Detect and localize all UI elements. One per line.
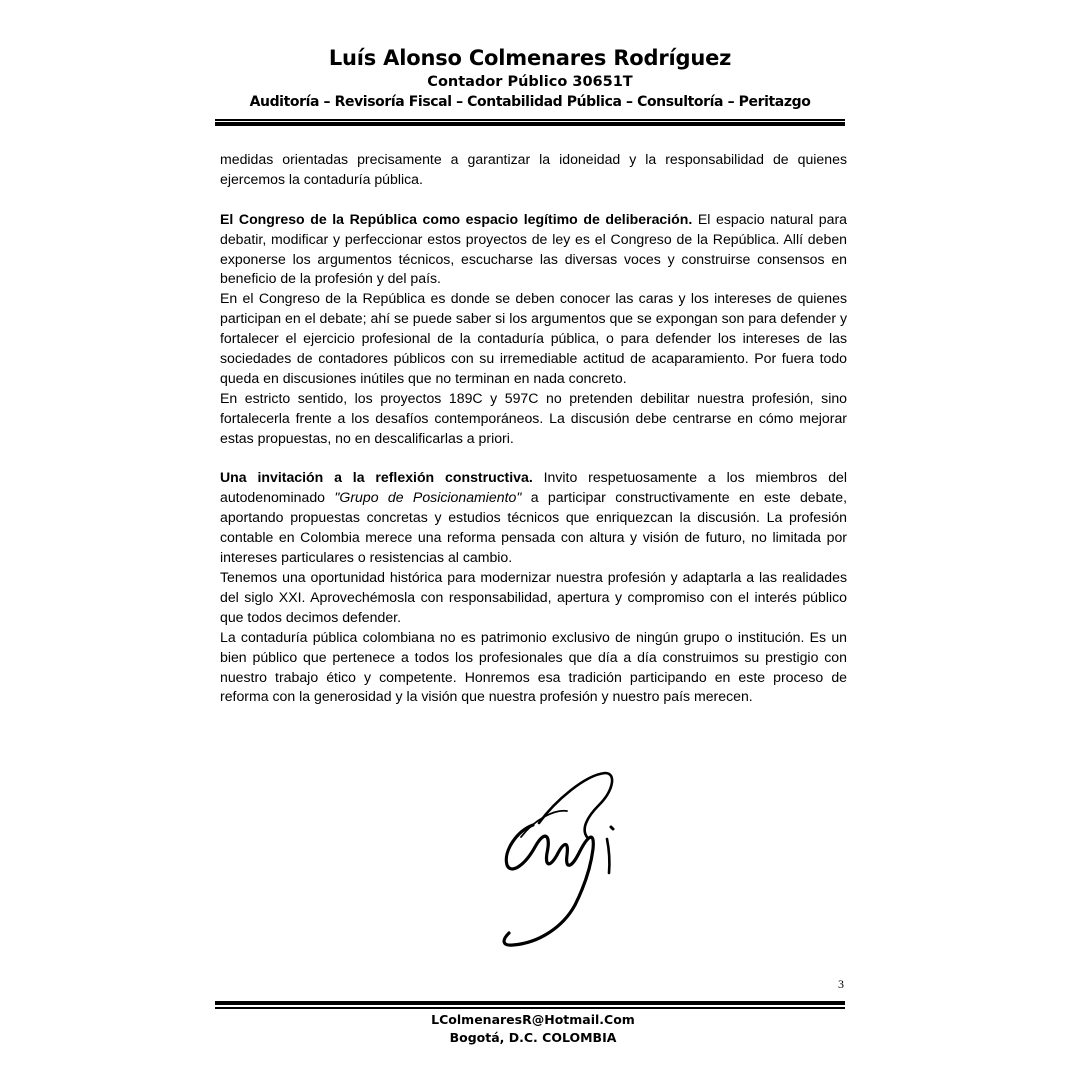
paragraph: [220, 468, 847, 568]
paragraph-text: a participar constructivamente en este debate, aportando propuestas concretas y estudios técnicos que enriquezcan la discusión. La profesión contable en Colombia merece una reforma pensada con altura y visión de futuro, no limitada por intereses particulares o resistencias al cambio.: [220, 489, 847, 566]
paragraph: En estricto sentido, los proyectos 189C y 597C no pretenden debilitar nuestra profesión, sino fortalecerla frente a los desafíos contemporáneos. La discusión debe centrarse en cómo mejorar estas propuestas, no en descalificarlas a priori.: [220, 389, 847, 446]
footer: [220, 1011, 846, 1047]
handwritten-signature: [495, 765, 635, 950]
section-heading: Una invitación a la reflexión constructiva.: [220, 469, 533, 486]
paragraph: En el Congreso de la República es donde se deben conocer las caras y los intereses de quienes participan en el debate; ahí se puede saber si los argumentos que se expongan son para defender y fortalecer el ejercicio profesional de la contaduría pública, o para defender los intereses de las sociedades de contadores públicos con su irremediable actitud de acaparamiento. Por fuera todo queda en discusiones inútiles que no terminan en nada concreto.: [220, 290, 847, 386]
footer-rule-thin: [215, 1007, 845, 1009]
paragraph-text: Invito respetuosamente a los miembros del autodenominado: [220, 469, 847, 506]
group-name-italic: "Grupo de Posicionamiento": [334, 489, 522, 506]
author-name: Luís Alonso Colmenares Rodríguez: [328, 46, 732, 70]
section-heading: El Congreso de la República como espacio legítimo de deliberación.: [220, 210, 693, 227]
author-title: Contador Público 30651T: [427, 74, 633, 90]
page-number: 3: [838, 977, 844, 991]
footer-rule-thick: [215, 1001, 845, 1005]
letter-body: [220, 150, 847, 707]
footer-location: Bogotá, D.C. COLOMBIA: [449, 1030, 617, 1045]
paragraph: medidas orientadas precisamente a garantizar la idoneidad y la responsabilidad de quienes ejercemos la contaduría pública.: [220, 151, 847, 187]
letterhead: [215, 44, 845, 112]
paragraph-text: El espacio natural para debatir, modificar y perfeccionar estos proyectos de ley es el Congreso de la República. Allí deben exponerse los argumentos técnicos, escucharse las diversas voces y construirse consensos en beneficio de la profesión y del país.: [220, 210, 848, 287]
paragraph: Tenemos una oportunidad histórica para modernizar nuestra profesión y adaptarla a las realidades del siglo XXI. Aprovechémosla con responsabilidad, apertura y compromiso con el interés público que todos decimos defender.: [220, 569, 847, 625]
paragraph: La contaduría pública colombiana no es patrimonio exclusivo de ningún grupo o institución. Es un bien público que pertenece a todos los profesionales que día a día construimos su prestigio con nuestro trabajo ético y competente. Honremos esa tradición participando en este proceso de reforma con la generosidad y la visión que nuestra profesión y nuestro país merecen.: [220, 628, 847, 705]
header-rule-thick: [215, 122, 845, 126]
paragraph: [220, 210, 847, 290]
header-rule-thin: [215, 119, 845, 121]
footer-email: LColmenaresR@Hotmail.Com: [431, 1012, 635, 1027]
author-services: Auditoría – Revisoría Fiscal – Contabilidad Pública – Consultoría – Peritazgo: [249, 94, 811, 110]
